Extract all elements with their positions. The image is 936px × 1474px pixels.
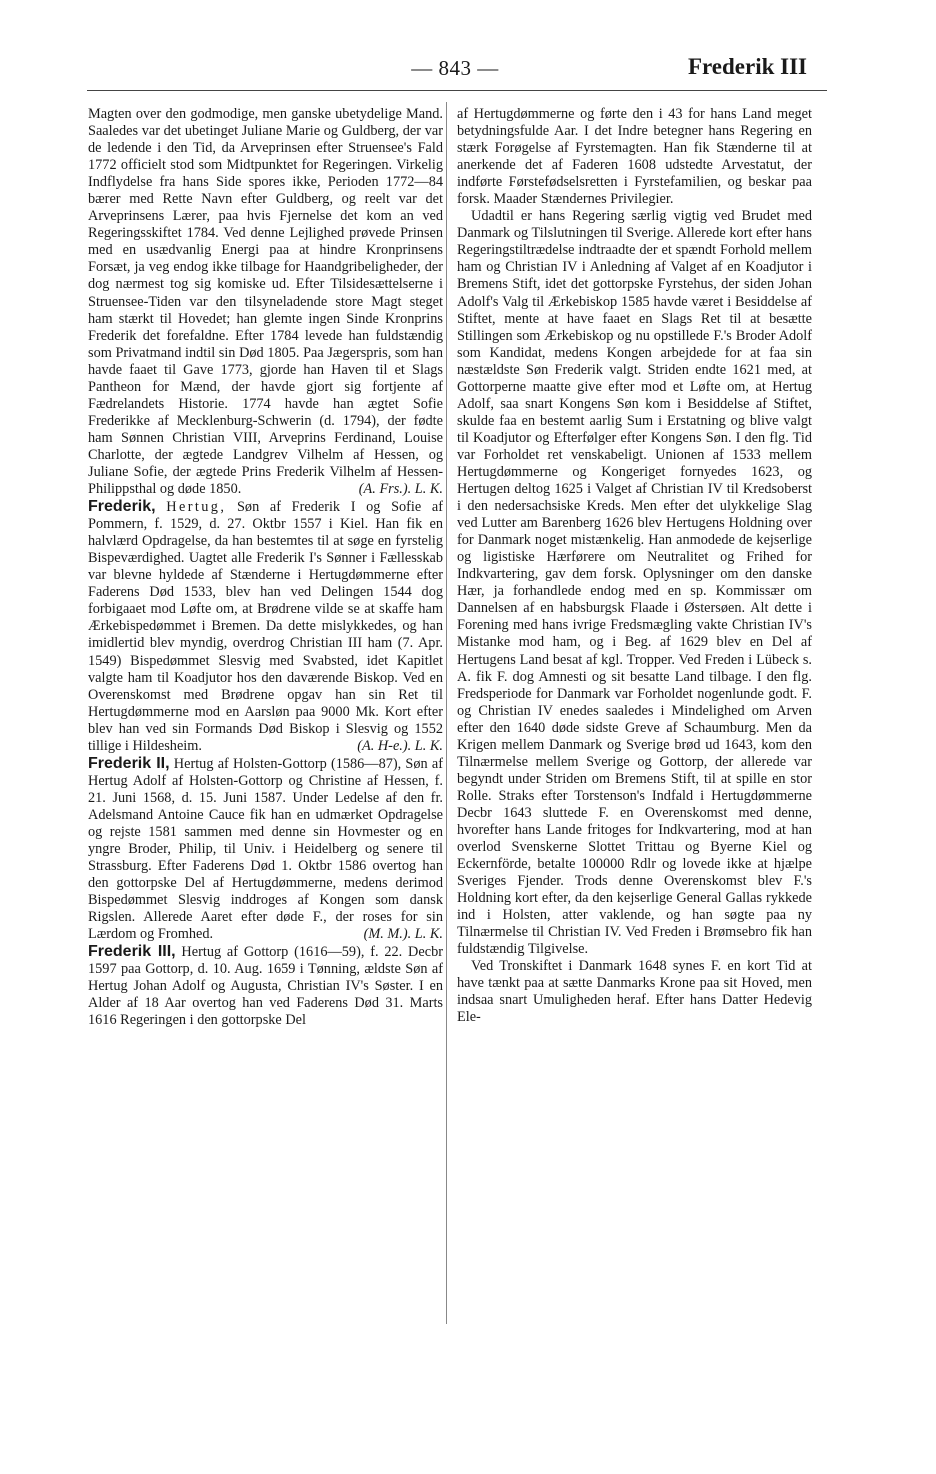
page-number: — 843 — bbox=[411, 56, 499, 80]
author-signature: (A. Frs.). L. K. bbox=[358, 481, 443, 498]
right-paragraph-3: Ved Tronskiftet i Danmark 1648 synes F. en kort Tid at have tænkt paa at sætte Danmarks Krone paa sit Hoved, men indsaa snart Umuligheden heraf. Efter hans Datter Hedevig Ele- bbox=[457, 958, 812, 1026]
left-column bbox=[88, 106, 443, 1030]
author-signature: (M. M.). L. K. bbox=[363, 926, 443, 943]
entry-frederik-ii bbox=[88, 755, 443, 944]
author-signature: (A. H-e.). L. K. bbox=[357, 737, 443, 754]
right-column bbox=[457, 106, 812, 1027]
page-header bbox=[85, 56, 825, 88]
entry-frederik-iii bbox=[88, 943, 443, 1029]
entry-text: Søn af Frederik I og Sofie af Pommern, f. 1529, d. 27. Oktbr 1557 i Kiel. Han fik en halvlærd Opdragelse, da han bestemtes til at søge en fyrstelig Bispeværdighed. Uagtet alle Frederik I's Sønner i Fællesskab var blevne hyldede af Stænderne i Hertugdømmerne efter Faderens Død 1533, blev han ved Delingen 1544 dog forbigaaet mod Løfte om, at Brødrene vilde se at skaffe ham Ærkebispedømmet i Bremen. Da dette mislykkedes, og han imidlertid blev myndig, overdrog Christian III ham (7. Apr. 1549) Bispedømmet Slesvig med Svabsted, idet Kapitlet valgte ham til Koadjutor hos den daværende Biskop. Ved en Overenskomst med Brødrene opgav han sin Ret til Hertugdømmerne mod en Aarsløn paa 9000 Mk. Kort efter blev han ved sin Formands Død Biskop i Slesvig og 1552 tillige i Hildesheim. bbox=[88, 499, 444, 754]
right-paragraph-2: Udadtil er hans Regering særlig vigtig ved Brudet med Danmark og Tilslutningen til Sverige. Allerede kort efter hans Regeringstiltrædelse indtraadte der et spændt Forhold mellem ham og Christian IV i Anledning af Valget af en Koadjutor i Bremens Stift, idet det gottorpske Fyrstehus, der siden Johan Adolf's Valg til Ærkebiskop 1585 havde været i Besiddelse af Stiftet, mente at have faaet en Slags Ret til at besætte Stillingen som Ærkebiskop og nu opstillede F.'s Broder Adolf som Kandidat, medens Kongen arbejdede for at faa sin næstældste Søn Frederik valgt. Striden endte 1621 med, at Gottorperne maatte give efter mod et Løfte om, at Hertug Adolf, saa snart Kongens Søn kom i Besiddelse af Stiftet, skulde faa en bestemt aarlig Sum i Erstatning og blive valgt til Koadjutor og Efterfølger efter Kongens Søn. I den flg. Tid var Forholdet ret venskabeligt. Unionen af 1533 mellem Hertugdømmerne og Kongeriget fornyedes 1623, og Hertugen deltog 1625 i Valget af Christian IV til Kredsoberst i den nedersachsiske Kreds. Men efter det ulykkelige Slag ved Lutter am Barenberg 1626 blev Hertugens Holdning over for Danmark noget mistænkelig. Han anmodede de kejserlige og ligistiske Hærførere om Neutralitet og Frihed for Indkvartering, gav dem forsk. Oplysninger om den danske Hær, ja forhandlede endog med en sp. Kommissær om Dannelsen af en habsburgsk Flaade i Østersøen. Alt dette i Forening med hans ivrige Fredsmægling vakte Christian IV's Mistanke mod ham, og i Beg. af 1629 blev en Del af Hertugens Land besat af kgl. Tropper. Ved Freden i Lübeck s. A. fik F. dog Amnesti og sit besatte Land tilbage. I den flg. Fredsperiode for Danmark var Forholdet nogenlunde godt. F. og Christian IV enedes saaledes i Mindelighed om Arven efter den 1640 døde sidste Greve af Schaumburg. Men da Krigen mellem Danmark og Sverige brød ud 1643, kom den Tilnærmelse mellem Sverige og Gottorp, der allerede var begyndt under Striden om Bremens Stift, til at spille en stor Rolle. Straks efter Torstenson's Indfald i Hertugdømmerne Decbr 1643 sluttede F. en Overenskomst med denne, hvorefter hans Lande fritoges for Indkvartering, mod at han overlod Svenskerne Slottet Trittau og Byerne Kiel og Eckernförde, betalte 100000 Rdlr og lovede ikke at hjælpe Sveriges Fjender. Trods denne Overenskomst blev F.'s Holdning kort efter, da den kejserlige General Gallas rykkede ind i Holsten, atter vaklende, og han søgte paa ny Tilnærmelse til Christian IV. Ved Freden i Brømsebro fik han fuldstændig Tilgivelse. bbox=[457, 208, 812, 958]
entry-subtitle: Hertug, bbox=[166, 499, 227, 516]
entry-title: Frederik, bbox=[88, 498, 156, 516]
header-rule bbox=[87, 90, 827, 91]
column-divider bbox=[446, 102, 447, 1324]
left-paragraph-continuation bbox=[88, 106, 443, 498]
left-paragraph-text: Magten over den godmodige, men ganske ubetydelige Mand. Saaledes var det ubetinget Juliane Marie og Guldberg, der var de ledende i den Tid, da Arveprinsen efter Struensee's Fald 1772 officielt stod som Midtpunktet for Regeringen. Virkelig Indflydelse fra hans Side spores ikke, Perioden 1772—84 bærer med Rette Navn efter Guldberg, og reelt var det Arveprinsens Lærer, paa hvis Fjernelse det kom an ved Regeringsskiftet 1784. Ved denne Lejlighed prøvede Prinsen med en usædvanlig Energi paa at hindre Kronprinsens Forsæt, ja veg endog ikke tilbage for Haandgribeligheder, der dog nærmest tog sig komiske ud. Efter Tilsidesættelserne i Struensee-Tiden var den tilsyneladende store Magt steget ham stærkt til Hovedet; han glemte ingen Sinde Kronprins Frederik det forefaldne. Efter 1784 levede han fuldstændig som Privatmand indtil sin Død 1805. Paa Jægerspris, som han havde faaet til Gave 1773, gjorde han Haven til et Slags Pantheon for Mænd, der havde gjort sig fortjente af Fædrelandets Historie. 1774 havde han ægtet Sofie Frederikke af Mecklenburg-Schwerin (d. 1794), der fødte ham Sønnen Christian VIII, Arveprins Ferdinand, Louise Charlotte, der ægtede Landgrev Vilhelm af Hessen, og Juliane Sofie, der ægtede Prins Frederik Vilhelm af Hessen-Philippsthal og døde 1850. bbox=[88, 106, 443, 498]
entry-text: Hertug af Gottorp (1616—59), f. 22. Decbr 1597 paa Gottorp, d. 10. Aug. 1659 i Tønning, ældste Søn af Hertug Johan Adolf og Augusta, Christian IV's Søster. I en Alder af 18 Aar overtog han ved Faderens Død 31. Marts 1616 Regeringen i den gottorpske Del bbox=[88, 944, 443, 1029]
right-paragraph-1: af Hertugdømmerne og førte den i 43 for hans Land meget betydningsfulde Aar. I det Indre betegner hans Regering en stærk Forøgelse af Fyrstemagten. Han fik Stænderne til at anerkende det af Faderen 1608 udstedte Arvestatut, der indførte Førstefødselsretten i Fyrstefamilien, og beskar paa forsk. Maader Stændernes Privilegier. bbox=[457, 106, 812, 208]
entry-frederik-hertug bbox=[88, 498, 443, 755]
entry-title: Frederik III, bbox=[88, 943, 176, 961]
entry-text: Hertug af Holsten-Gottorp (1586—87), Søn af Hertug Adolf af Holsten-Gottorp og Christine af Hessen, f. 21. Juni 1568, d. 15. Juni 1587. Under Ledelse af den fr. Adelsmand Antoine Cauce fik han en udmærket Opdragelse og rejste 1581 sammen med denne sin Hovmester og en yngre Broder, Philip, til Univ. i Heidelberg og senere til Strassburg. Efter Faderens Død 1. Oktbr 1586 overtog han den gottorpske Del af Hertugdømmerne, medens derimod Bispedømmet Slesvig inddroges af Kongen som dansk Rigslen. Allerede Aaret efter døde F., der roses for sin Lærdom og Fromhed. bbox=[88, 755, 444, 943]
entry-title: Frederik II, bbox=[88, 754, 170, 772]
running-head: Frederik III bbox=[687, 54, 807, 79]
